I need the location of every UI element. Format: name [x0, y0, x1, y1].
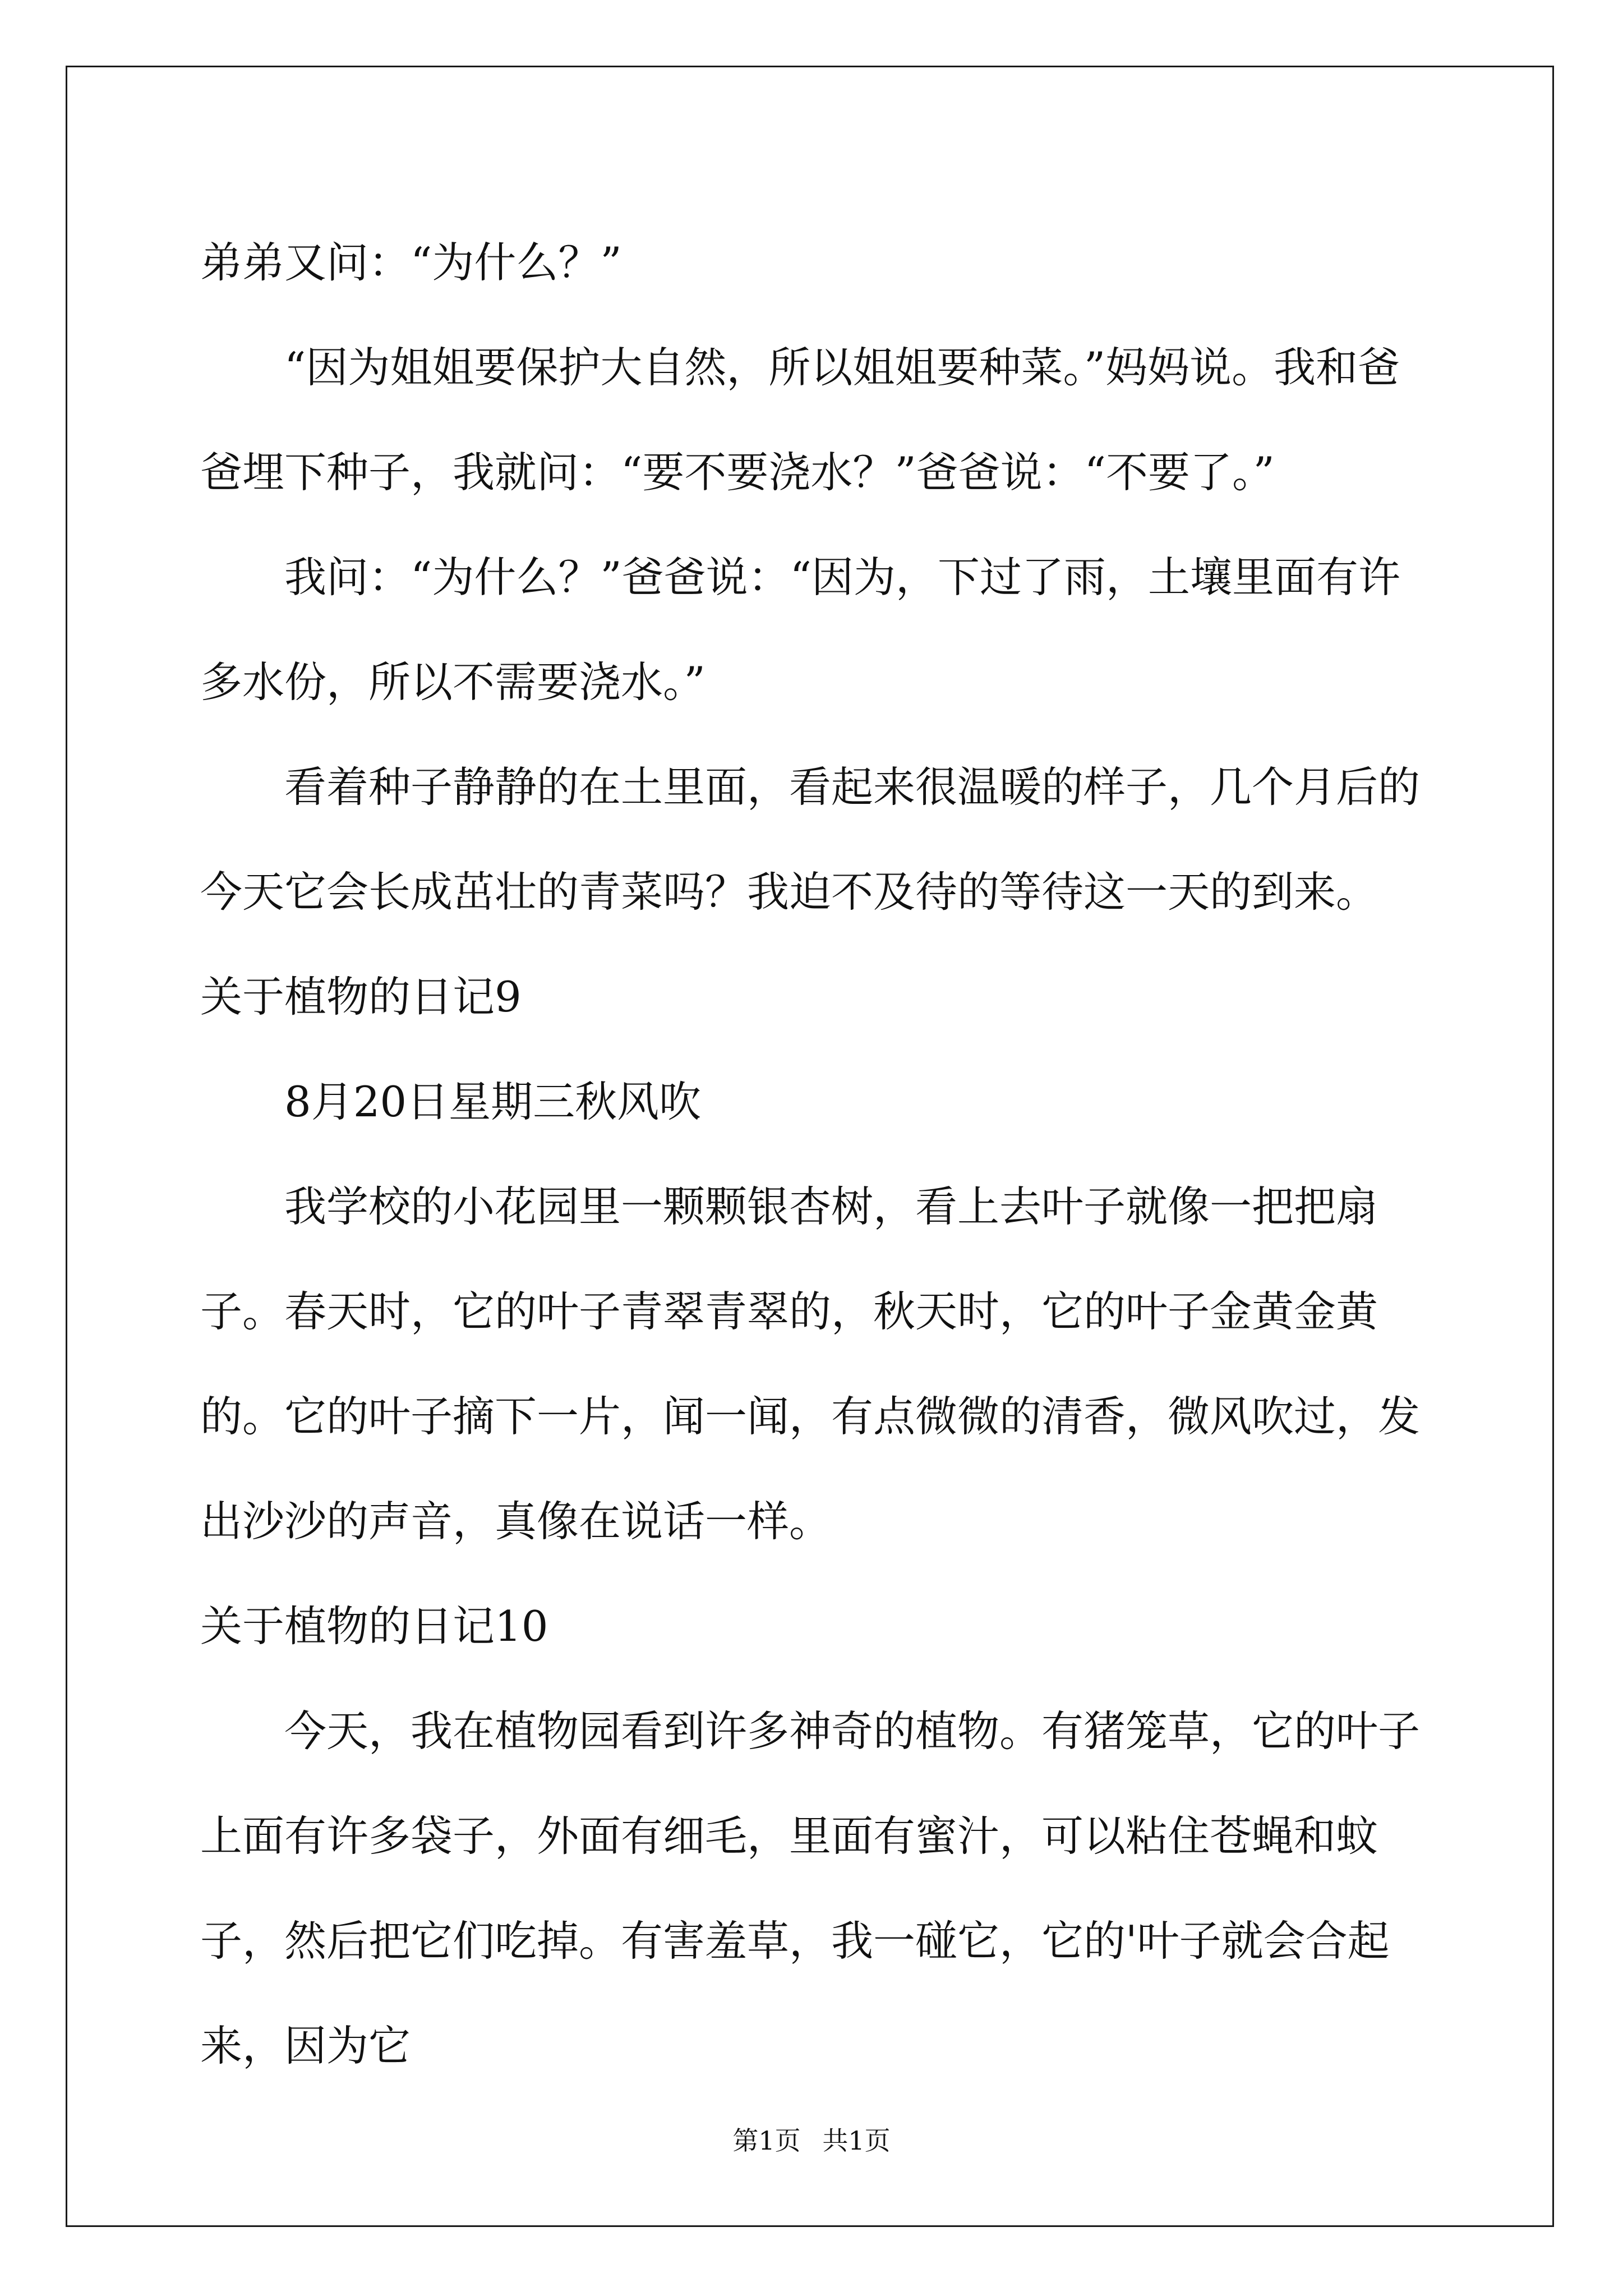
document-body: [200, 210, 1434, 2099]
paragraph: 弟弟又问：“为什么？”: [200, 238, 622, 287]
paragraph: “因为姐姐要保护大自然，所以姐姐要种菜。”妈妈说。我和爸爸埋下种子，我就问：“要不要浇水？”爸爸说：“不要了。”: [200, 343, 1400, 497]
date-line: 8月20日星期三秋风吹: [284, 1077, 702, 1126]
paragraph: 我学校的小花园里一颗颗银杏树，看上去叶子就像一把把扇子。春天时，它的叶子青翠青翠的，秋天时，它的叶子金黄金黄的。它的叶子摘下一片，闻一闻，有点微微的清香，微风吹过，发出沙沙的声音，真像在说话一样。: [200, 1182, 1421, 1546]
paragraph: 今天，我在植物园看到许多神奇的植物。有猪笼草，它的叶子上面有许多袋子，外面有细毛，里面有蜜汁，可以粘住苍蝇和蚊子，然后把它们吃掉。有害羞草，我一碰它，它的'叶子就会合起来，因为它: [200, 1706, 1421, 2070]
page-footer: [0, 2120, 1623, 2157]
page-number: 第1页: [732, 2125, 801, 2156]
paragraph: 看着种子静静的在土里面，看起来很温暖的样子，几个月后的今天它会长成茁壮的青菜吗？我迫不及待的等待这一天的到来。: [200, 762, 1421, 917]
page-total: 共1页: [822, 2125, 891, 2156]
section-heading: 关于植物的日记9: [200, 972, 522, 1022]
section-heading: 关于植物的日记10: [200, 1602, 548, 1651]
paragraph: 我问：“为什么？”爸爸说：“因为，下过了雨，土壤里面有许多水份，所以不需要浇水。”: [200, 553, 1401, 707]
